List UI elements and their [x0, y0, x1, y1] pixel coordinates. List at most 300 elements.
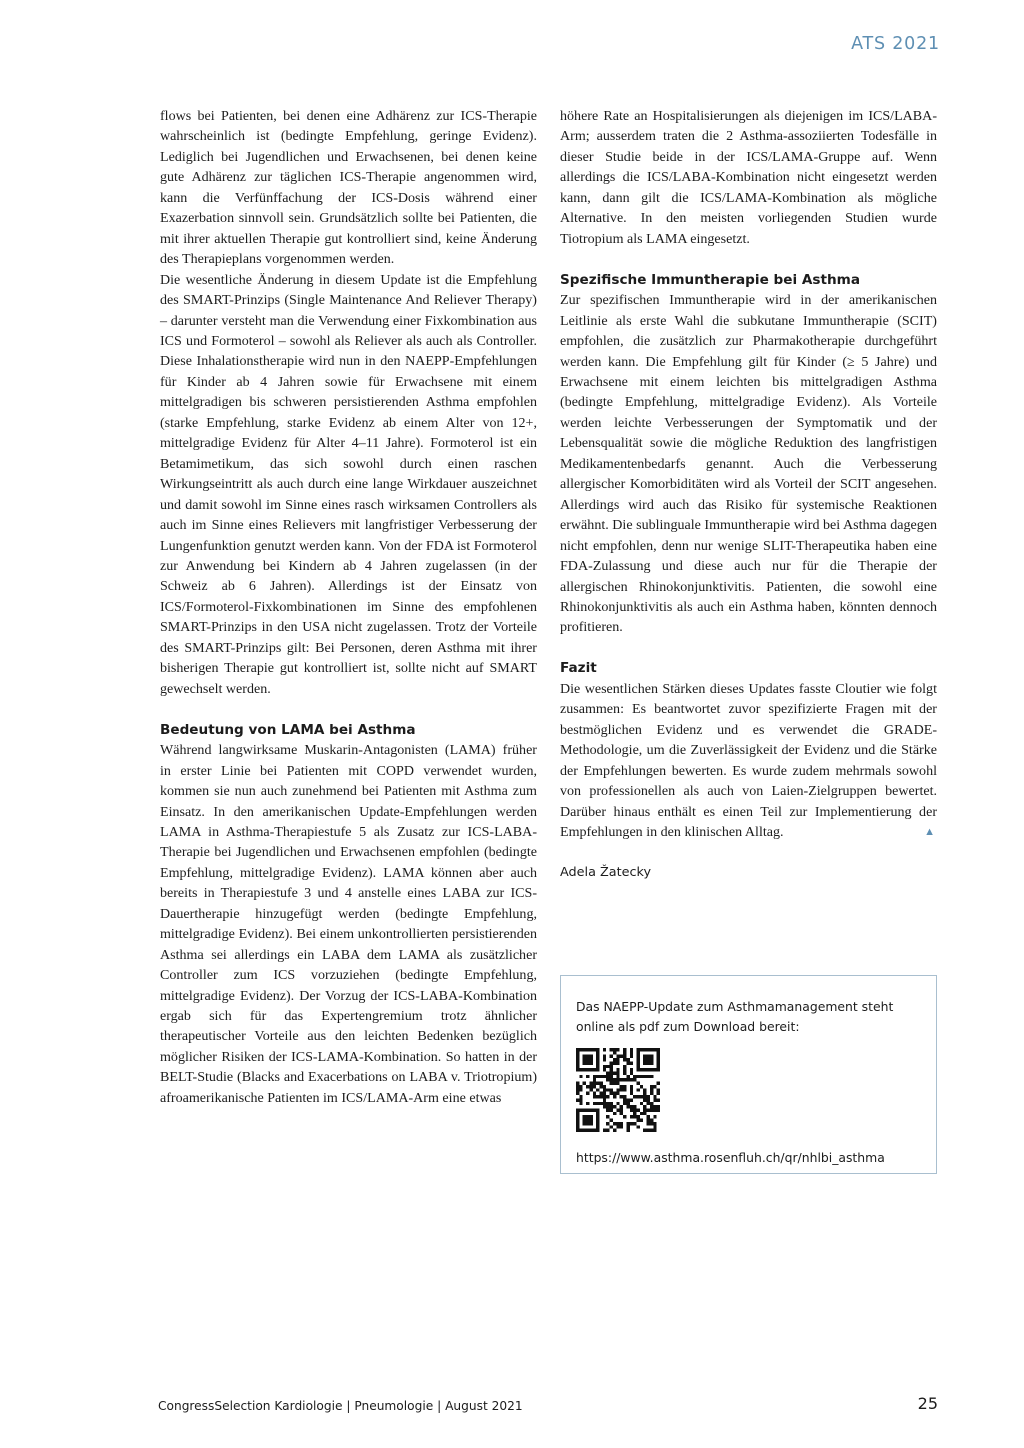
qr-module	[647, 1122, 650, 1125]
qr-module	[640, 1112, 643, 1115]
qr-module	[633, 1112, 636, 1115]
qr-module	[593, 1108, 596, 1111]
qr-module	[586, 1048, 589, 1051]
qr-module	[620, 1105, 623, 1108]
qr-module	[620, 1095, 623, 1098]
qr-module	[603, 1058, 606, 1061]
qr-module	[589, 1048, 592, 1051]
qr-module	[653, 1048, 656, 1051]
qr-module	[636, 1125, 639, 1128]
qr-module	[630, 1098, 633, 1101]
qr-module	[650, 1122, 653, 1125]
qr-module	[650, 1119, 653, 1122]
qr-module	[630, 1085, 633, 1088]
qr-module	[643, 1129, 646, 1132]
qr-module	[636, 1065, 639, 1068]
qr-module	[610, 1065, 613, 1068]
qr-module	[647, 1061, 650, 1064]
qr-module	[636, 1088, 639, 1091]
qr-module	[606, 1115, 609, 1118]
right-paragraph-2: Zur spezifischen Immuntherapie wird in der amerikanischen Leitlinie als erste Wahl die subkutane Immuntherapie (SCIT) empfohlen, die zusätzlich zur Pharmakotherapie durchgeführt werden kann. Die Empfehlung gilt für Kinder (≥ 5 Jahre) und Erwachsene mit einem leichten bis mittelgradigen Asthma (bedingte Empfehlung, mittelgradige Evidenz). Als Vorteile werden leichte Verbesserungen der Symptomatik und der Lebensqualität sowie die mögliche Reduktion des langfristigen Medikamentenbedarfs genannt. Auch die Verbesserung allergischer Komorbiditäten wird als Vorteil der SCIT angesehen. Allerdings wird auch das Risiko für systemische Reaktionen erwähnt. Die sublinguale Immuntherapie wird bei Asthma dagegen nicht empfohlen, denn nur wenige SLIT-Therapeutika haben eine FDA-Zulassung und diese auch nur für die Therapie der allergischen Rhinokonjunktivitis. Patienten, die sowohl eine Rhinokonjunktivitis als auch ein Asthma haben, könnten dennoch profitieren.	[560, 292, 937, 636]
qr-module	[657, 1051, 660, 1054]
qr-module	[643, 1075, 646, 1078]
qr-module	[576, 1122, 579, 1125]
qr-module	[616, 1102, 619, 1105]
section-spacer	[560, 843, 937, 864]
qr-module	[576, 1055, 579, 1058]
qr-module	[600, 1092, 603, 1095]
qr-module	[616, 1122, 619, 1125]
qr-module	[633, 1108, 636, 1111]
left-column	[160, 106, 537, 1108]
qr-module	[653, 1122, 656, 1125]
qr-module	[647, 1048, 650, 1051]
qr-module	[606, 1108, 609, 1111]
qr-module	[653, 1125, 656, 1128]
qr-module	[583, 1082, 586, 1085]
qr-module	[623, 1078, 626, 1081]
qr-module	[579, 1108, 582, 1111]
qr-module	[610, 1078, 613, 1081]
qr-module	[657, 1098, 660, 1101]
qr-module	[626, 1075, 629, 1078]
qr-module	[589, 1085, 592, 1088]
qr-module	[586, 1129, 589, 1132]
qr-module	[643, 1055, 646, 1058]
download-info-box	[560, 975, 937, 1174]
qr-module	[593, 1082, 596, 1085]
qr-module	[647, 1055, 650, 1058]
qr-module	[647, 1068, 650, 1071]
qr-module	[650, 1105, 653, 1108]
qr-module	[643, 1105, 646, 1108]
qr-module	[583, 1122, 586, 1125]
qr-module	[630, 1072, 633, 1075]
qr-module	[636, 1055, 639, 1058]
qr-module	[633, 1095, 636, 1098]
qr-module	[586, 1075, 589, 1078]
qr-module	[623, 1088, 626, 1091]
qr-module	[589, 1108, 592, 1111]
qr-module	[576, 1051, 579, 1054]
qr-module	[650, 1129, 653, 1132]
heading-lama: Bedeutung von LAMA bei Asthma	[160, 721, 416, 738]
qr-module	[600, 1102, 603, 1105]
qr-module	[647, 1098, 650, 1101]
qr-module	[596, 1108, 599, 1111]
qr-module	[589, 1115, 592, 1118]
fazit-text: Die wesentlichen Stärken dieses Updates fasste Cloutier wie folgt zusammen: Es beantwortet zuvor spezifizierte Fragen mit der bestmöglichen Evidenz und es verwendet die GRADE-Methodologie, um die Zuverlässigkeit der Evidenz und die Stärke der Empfehlungen bewerten. Es wurde zudem mehrmals sowohl von professionellen als auch von Laien-Zielgruppen bewertet. Darüber hinaus enthält es einen Teil zur Implementierung der Empfehlungen in den klinischen Alltag.	[560, 680, 937, 841]
qr-module	[616, 1125, 619, 1128]
qr-module	[593, 1092, 596, 1095]
qr-module	[650, 1058, 653, 1061]
qr-module	[620, 1088, 623, 1091]
section-spacer	[560, 249, 937, 270]
qr-module	[616, 1082, 619, 1085]
qr-module	[633, 1075, 636, 1078]
qr-module	[583, 1108, 586, 1111]
qr-module	[586, 1055, 589, 1058]
qr-module	[576, 1085, 579, 1088]
qr-module	[640, 1119, 643, 1122]
qr-module	[583, 1115, 586, 1118]
qr-module	[583, 1129, 586, 1132]
qr-module	[576, 1115, 579, 1118]
qr-module	[596, 1082, 599, 1085]
qr-module	[626, 1125, 629, 1128]
qr-module	[603, 1055, 606, 1058]
qr-module	[579, 1098, 582, 1101]
qr-module	[593, 1129, 596, 1132]
qr-module	[623, 1115, 626, 1118]
qr-module	[603, 1102, 606, 1105]
qr-module	[606, 1065, 609, 1068]
qr-module	[600, 1075, 603, 1078]
qr-module	[626, 1098, 629, 1101]
qr-module	[616, 1088, 619, 1091]
qr-module	[657, 1092, 660, 1095]
qr-module	[596, 1122, 599, 1125]
qr-module	[613, 1058, 616, 1061]
qr-module	[576, 1092, 579, 1095]
qr-module	[653, 1098, 656, 1101]
qr-module	[586, 1058, 589, 1061]
qr-module	[606, 1102, 609, 1105]
qr-module	[583, 1119, 586, 1122]
qr-module	[576, 1061, 579, 1064]
qr-module	[600, 1095, 603, 1098]
qr-module	[653, 1105, 656, 1108]
qr-module	[593, 1048, 596, 1051]
qr-module	[653, 1095, 656, 1098]
qr-module	[630, 1078, 633, 1081]
qr-module	[633, 1078, 636, 1081]
qr-module	[586, 1119, 589, 1122]
qr-module	[603, 1048, 606, 1051]
heading-immuntherapie: Spezifische Immuntherapie bei Asthma	[560, 271, 860, 288]
qr-module	[623, 1048, 626, 1051]
qr-module	[613, 1048, 616, 1051]
qr-module	[610, 1092, 613, 1095]
qr-module	[576, 1112, 579, 1115]
qr-module	[576, 1068, 579, 1071]
qr-module	[636, 1058, 639, 1061]
qr-module	[616, 1075, 619, 1078]
qr-module	[643, 1048, 646, 1051]
qr-module	[650, 1075, 653, 1078]
qr-module	[653, 1115, 656, 1118]
qr-module	[589, 1122, 592, 1125]
qr-module	[596, 1065, 599, 1068]
qr-module	[583, 1058, 586, 1061]
qr-module	[610, 1072, 613, 1075]
qr-module	[596, 1112, 599, 1115]
qr-module	[576, 1058, 579, 1061]
qr-module	[653, 1108, 656, 1111]
qr-module	[640, 1075, 643, 1078]
qr-module	[636, 1048, 639, 1051]
qr-module	[593, 1078, 596, 1081]
qr-module	[650, 1108, 653, 1111]
qr-module	[576, 1108, 579, 1111]
qr-module	[647, 1075, 650, 1078]
qr-module	[593, 1085, 596, 1088]
qr-module	[640, 1095, 643, 1098]
qr-module	[596, 1055, 599, 1058]
qr-module	[603, 1088, 606, 1091]
qr-module	[606, 1122, 609, 1125]
qr-module	[606, 1095, 609, 1098]
qr-module	[589, 1088, 592, 1091]
qr-module	[616, 1068, 619, 1071]
qr-module	[647, 1108, 650, 1111]
qr-module	[657, 1058, 660, 1061]
qr-module	[650, 1088, 653, 1091]
qr-module	[593, 1095, 596, 1098]
qr-module	[576, 1119, 579, 1122]
section-spacer	[160, 699, 537, 720]
qr-module	[623, 1055, 626, 1058]
qr-module	[596, 1088, 599, 1091]
qr-module	[630, 1061, 633, 1064]
qr-module	[636, 1095, 639, 1098]
left-paragraph-2: Die wesentliche Änderung in diesem Update ist die Empfehlung des SMART-Prinzips (Single Maintenance And Reliever Therapy) – darunter versteht man die Verwendung einer Fixkombination aus ICS und Formoterol – sowohl als Reliever als auch als Controller. Diese Inhalationstherapie wird nun in den NAEPP-Empfehlungen für Kinder ab 4 Jahren sowie für Erwachsene mit einem mittelgradigen bis schweren persistierenden Asthma empfohlen (starke Empfehlung, starke Evidenz ab einem Alter von 12+, mittelgradige Evidenz für Alter 4–11 Jahre). Formoterol ist ein Betamimetikum, das sich sowohl durch einen raschen Wirkungseintritt als auch durch eine lange Wirkdauer auszeichnet und damit sowohl im Sinne eines rasch wirksamen Controllers als auch im Sinne eines Relievers mit langfristiger Verbesserung der Lungenfunktion genutzt werden kann. Von der FDA ist Formoterol zur Anwendung bei Kindern ab 4 Jahren zugelassen (in der Schweiz ab 6 Jahren). Allerdings ist der Einsatz von ICS/Formoterol-Fixkombinationen im Sinne des empfohlenen SMART-Prinzips in den USA nicht zugelassen. Trotz der Vorteile des SMART-Prinzips gilt: Bei Personen, deren Asthma mit ihrer bisherigen Therapie gut kontrolliert ist, sollte nicht auf SMART gewechselt werden.	[160, 271, 537, 697]
qr-module	[650, 1085, 653, 1088]
qr-module	[626, 1061, 629, 1064]
qr-module	[640, 1048, 643, 1051]
qr-module	[657, 1048, 660, 1051]
qr-module	[650, 1068, 653, 1071]
qr-module	[603, 1129, 606, 1132]
qr-module	[596, 1058, 599, 1061]
qr-module	[596, 1075, 599, 1078]
qr-module	[596, 1129, 599, 1132]
qr-module	[623, 1051, 626, 1054]
qr-module	[606, 1075, 609, 1078]
qr-module	[636, 1068, 639, 1071]
qr-module	[616, 1048, 619, 1051]
qr-module	[630, 1108, 633, 1111]
qr-module	[623, 1098, 626, 1101]
qr-module	[576, 1129, 579, 1132]
qr-module	[626, 1129, 629, 1132]
qr-module	[620, 1112, 623, 1115]
section-spacer	[560, 638, 937, 659]
qr-module	[616, 1078, 619, 1081]
end-of-article-icon: ▲	[924, 826, 935, 839]
qr-module	[603, 1105, 606, 1108]
qr-module	[657, 1068, 660, 1071]
left-paragraph-1: flows bei Patienten, bei denen eine Adhärenz zur ICS-Therapie wahrscheinlich ist (bedingte Empfehlung, geringe Evidenz). Lediglich bei Jugendlichen und Erwachsenen, bei denen keine gute Adhärenz zur täglichen ICS-Therapie angenommen wird, kann die Verfünffachung der ICS-Dosis während einer Exazerbation sinnvoll sein. Grundsätzlich sollte bei Patienten, die mit ihrer aktuellen Therapie gut kontrolliert sind, keine Änderung des Therapieplans vorgenommen werden.	[160, 108, 537, 268]
qr-module	[603, 1075, 606, 1078]
qr-module	[613, 1061, 616, 1064]
qr-module	[589, 1055, 592, 1058]
qr-module	[596, 1068, 599, 1071]
qr-module	[596, 1095, 599, 1098]
qr-module	[657, 1088, 660, 1091]
qr-module	[596, 1051, 599, 1054]
qr-module	[620, 1078, 623, 1081]
qr-module	[583, 1061, 586, 1064]
qr-module	[600, 1082, 603, 1085]
qr-module	[623, 1085, 626, 1088]
qr-module	[586, 1068, 589, 1071]
qr-module	[579, 1095, 582, 1098]
qr-module	[647, 1058, 650, 1061]
qr-module	[630, 1115, 633, 1118]
qr-module	[647, 1129, 650, 1132]
qr-module	[650, 1048, 653, 1051]
qr-module	[579, 1048, 582, 1051]
author-name: Adela Žatecky	[560, 865, 652, 880]
qr-module	[636, 1075, 639, 1078]
qr-module	[636, 1108, 639, 1111]
qr-module	[630, 1122, 633, 1125]
qr-module	[653, 1129, 656, 1132]
qr-module	[593, 1102, 596, 1105]
qr-module	[576, 1098, 579, 1101]
qr-module	[589, 1068, 592, 1071]
qr-module	[650, 1061, 653, 1064]
qr-module	[589, 1058, 592, 1061]
qr-module	[650, 1102, 653, 1105]
qr-module	[596, 1102, 599, 1105]
qr-module	[586, 1092, 589, 1095]
qr-module	[610, 1068, 613, 1071]
qr-module	[606, 1072, 609, 1075]
qr-module	[643, 1108, 646, 1111]
qr-module	[610, 1105, 613, 1108]
qr-module	[636, 1082, 639, 1085]
qr-module	[630, 1092, 633, 1095]
qr-module	[626, 1058, 629, 1061]
qr-module	[583, 1068, 586, 1071]
qr-module	[600, 1085, 603, 1088]
qr-module	[643, 1058, 646, 1061]
qr-module	[640, 1085, 643, 1088]
qr-module	[589, 1119, 592, 1122]
info-box-text: Das NAEPP-Update zum Asthmamanagement steht online als pdf zum Download bereit:	[576, 999, 894, 1034]
qr-module	[593, 1068, 596, 1071]
qr-module	[579, 1088, 582, 1091]
right-paragraph-1: höhere Rate an Hospitalisierungen als diejenigen im ICS/LABA-Arm; ausserdem traten die 2 Asthma-assoziierten Todesfälle in dieser Studie beide in der ICS/LAMA-Gruppe auf. Wenn allerdings die ICS/LABA-Kombination nicht eingesetzt werden kann, dann gilt die ICS/LAMA-Kombination als mögliche Alternative. In den meisten vorliegenden Studien wurde Tiotropium als LAMA eingesetzt.	[560, 108, 937, 247]
qr-module	[610, 1125, 613, 1128]
qr-module	[613, 1051, 616, 1054]
qr-module	[643, 1088, 646, 1091]
qr-module	[657, 1108, 660, 1111]
qr-module	[583, 1055, 586, 1058]
qr-module	[610, 1048, 613, 1051]
qr-module	[653, 1068, 656, 1071]
qr-module	[610, 1075, 613, 1078]
qr-module	[596, 1115, 599, 1118]
qr-module	[603, 1092, 606, 1095]
qr-module	[603, 1085, 606, 1088]
qr-module	[636, 1061, 639, 1064]
heading-fazit: Fazit	[560, 660, 597, 677]
qr-module	[610, 1119, 613, 1122]
qr-module	[616, 1108, 619, 1111]
qr-module	[633, 1115, 636, 1118]
footer-publication: CongressSelection Kardiologie | Pneumologie | August 2021	[158, 1399, 523, 1413]
qr-module	[657, 1061, 660, 1064]
qr-module	[596, 1048, 599, 1051]
qr-module	[613, 1129, 616, 1132]
qr-module	[657, 1065, 660, 1068]
qr-module	[616, 1061, 619, 1064]
qr-module	[579, 1129, 582, 1132]
qr-module	[626, 1105, 629, 1108]
qr-module	[576, 1048, 579, 1051]
qr-module	[650, 1055, 653, 1058]
qr-module	[647, 1119, 650, 1122]
qr-module	[657, 1055, 660, 1058]
qr-module	[610, 1108, 613, 1111]
qr-module	[643, 1098, 646, 1101]
qr-module	[640, 1068, 643, 1071]
qr-module	[630, 1048, 633, 1051]
qr-module	[579, 1068, 582, 1071]
download-link[interactable]: https://www.asthma.rosenfluh.ch/qr/nhlbi_asthma	[576, 1150, 885, 1165]
qr-module	[610, 1088, 613, 1091]
qr-module	[643, 1092, 646, 1095]
header-title: ATS 2021	[851, 34, 940, 54]
qr-module	[606, 1078, 609, 1081]
qr-module	[589, 1061, 592, 1064]
qr-module	[576, 1125, 579, 1128]
qr-module	[623, 1065, 626, 1068]
qr-module	[610, 1102, 613, 1105]
qr-module	[657, 1105, 660, 1108]
qr-module	[640, 1102, 643, 1105]
qr-module	[603, 1095, 606, 1098]
qr-module	[606, 1105, 609, 1108]
qr-module	[630, 1068, 633, 1071]
qr-module	[657, 1082, 660, 1085]
qr-module	[613, 1078, 616, 1081]
qr-module	[623, 1072, 626, 1075]
qr-module	[623, 1102, 626, 1105]
qr-module	[650, 1092, 653, 1095]
qr-module	[636, 1051, 639, 1054]
qr-module	[620, 1108, 623, 1111]
left-paragraph-3: Während langwirksame Muskarin-Antagonisten (LAMA) früher in erster Linie bei Patienten mit COPD verwendet wurden, kommen sie nun auch zunehmend bei Patienten mit Asthma zum Einsatz. In den amerikanischen Update-Empfehlungen werden LAMA in Asthma-Therapiestufe 5 als Zusatz zur ICS-LABA-Therapie bei Jugendlichen und Erwachsenen empfohlen (bedingte Empfehlung, mittelgradige Evidenz). LAMA können aber auch bereits in Therapiestufe 3 und 4 anstelle eines LABA zur ICS-Dauertherapie hinzugefügt werden (bedingte Empfehlung, mittelgradige Evidenz). Bei einem unkontrollierten persistierenden Asthma sei allerdings ein LABA dem LAMA als zusätzlicher Controller zum ICS vorzuziehen (bedingte Empfehlung, mittelgradige Evidenz). Der Vorzug der ICS-LABA-Kombination ergab sich für das Expertengremium trotz ähnlicher therapeutischer Vorteile aus den leichten Bedenken bezüglich möglicher Risiken der ICS-LAMA-Kombination. So hatten in der BELT-Studie (Blacks and Exacerbations on LABA v. Triotropium) afroamerikanische Patienten im ICS/LAMA-Arm eine etwas	[160, 742, 537, 1106]
qr-module	[579, 1102, 582, 1105]
qr-module	[596, 1119, 599, 1122]
qr-module	[620, 1055, 623, 1058]
qr-module	[576, 1088, 579, 1091]
qr-module	[623, 1068, 626, 1071]
qr-module	[589, 1082, 592, 1085]
qr-module	[610, 1082, 613, 1085]
qr-module	[583, 1048, 586, 1051]
qr-module	[606, 1129, 609, 1132]
qr-module	[653, 1085, 656, 1088]
qr-module	[630, 1088, 633, 1091]
qr-module	[623, 1058, 626, 1061]
qr-module	[613, 1095, 616, 1098]
qr-module	[603, 1098, 606, 1101]
right-column	[560, 106, 937, 884]
qr-module	[596, 1125, 599, 1128]
qr-module	[579, 1085, 582, 1088]
qr-module	[589, 1129, 592, 1132]
qr-module	[586, 1122, 589, 1125]
qr-module	[576, 1082, 579, 1085]
qr-module	[636, 1115, 639, 1118]
qr-module	[613, 1072, 616, 1075]
qr-code-icon[interactable]	[576, 1048, 660, 1132]
